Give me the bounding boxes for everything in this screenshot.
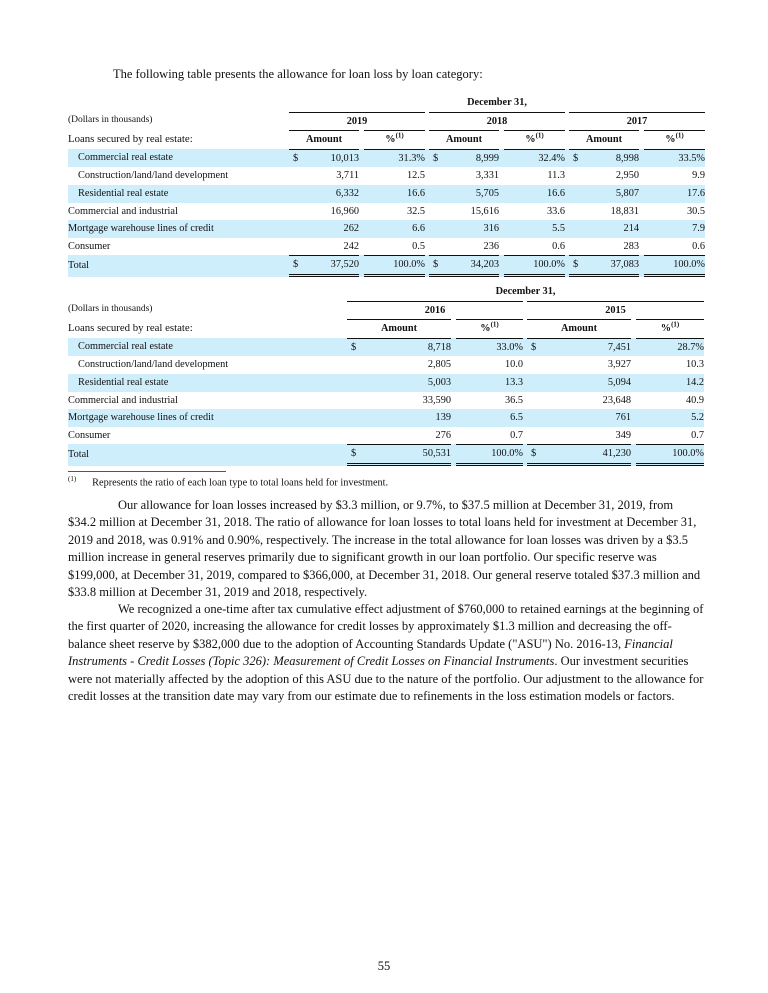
- amount-cell: $ 37,520: [289, 255, 359, 277]
- amount-cell: 5,705: [429, 185, 499, 203]
- amount-cell: 5,094: [527, 374, 631, 392]
- col-pct: %$^{(1)}$: [504, 130, 565, 149]
- amount-cell: 16,960: [330, 205, 359, 217]
- amount-cell: 18,831: [610, 205, 639, 217]
- allowance-table-2016-2015: [68, 283, 704, 466]
- pct-cell: 33.5%: [644, 149, 705, 168]
- footnote: [68, 475, 388, 488]
- header-group-label: December 31,: [495, 286, 556, 297]
- footnote-divider: [68, 471, 226, 472]
- row-label: Construction/land/land development: [78, 359, 229, 371]
- row-label: Commercial and industrial: [68, 205, 178, 217]
- pct-cell: 16.6: [364, 185, 425, 203]
- row-label: Construction/land/land development: [78, 170, 229, 182]
- col-amount: Amount: [527, 319, 631, 338]
- currency-symbol: $: [433, 152, 439, 164]
- amount-cell: 349: [615, 429, 631, 441]
- pct-cell: 36.5: [504, 394, 523, 406]
- table-row: [68, 338, 704, 357]
- pct-cell: 5.5: [504, 220, 565, 238]
- amount-cell: 283: [623, 240, 639, 252]
- amount-cell: 33,590: [422, 394, 451, 406]
- table-row: [68, 409, 704, 427]
- row-label: Total: [68, 444, 343, 466]
- pct-cell: 40.9: [685, 394, 704, 406]
- currency-symbol: $: [573, 259, 579, 271]
- col-amount: Amount: [289, 130, 359, 149]
- pct-cell: 0.7: [691, 429, 704, 441]
- table-row: [68, 220, 705, 238]
- pct-cell: 33.6: [546, 205, 565, 217]
- year-header: 2017: [569, 112, 705, 131]
- col-amount: Amount: [429, 130, 499, 149]
- table-row: [68, 185, 705, 203]
- asu-title: Financial Instruments - Credit Losses (Topic 326): Measurement of Credit Losses on Financial Instruments: [68, 636, 673, 669]
- page-number: 55: [377, 959, 391, 973]
- row-label: Residential real estate: [68, 185, 285, 203]
- amount-cell: $ 50,531: [347, 444, 451, 466]
- table-row: [68, 392, 704, 410]
- pct-cell: 100.0%: [504, 255, 565, 277]
- amount-cell: $ 34,203: [429, 255, 499, 277]
- pct-cell: 33.0%: [456, 338, 523, 357]
- amount-cell: 2,805: [427, 359, 451, 371]
- amount-cell: 3,711: [336, 170, 359, 182]
- table-row: [68, 374, 704, 392]
- amount-cell: 262: [289, 220, 359, 238]
- allowance-table-2019-2017: [68, 94, 705, 277]
- amount-cell: 2,950: [615, 170, 639, 182]
- amount-cell: 3,331: [475, 170, 499, 182]
- pct-cell: 7.9: [644, 220, 705, 238]
- year-header: 2018: [429, 112, 565, 131]
- footnote-text: Represents the ratio of each loan type to total loans held for investment.: [92, 477, 389, 489]
- units-label: (Dollars in thousands): [68, 115, 153, 126]
- pct-cell: 13.3: [456, 374, 523, 392]
- amount-cell: $ 7,451: [527, 338, 631, 357]
- pct-cell: 100.0%: [364, 255, 425, 277]
- pct-cell: 16.6: [504, 185, 565, 203]
- paragraph-asu-adoption: We recognized a one-time after tax cumulative effect adjustment of $760,000 to retained earnings at the beginning of the first quarter of 2020, increasing the allowance for credit losses by approximately $1.3 million and decreasing the off-balance sheet reserve by $382,000 due to the adoption of Accounting Standards Update ("ASU") No. 2016-13, Financial Instruments - Credit Losses (Topic 326): Measurement of Credit Losses on Financial Instruments. Our investment securities were not materially affected by the adoption of this ASU due to the nature of the portfolio. Our adjustment to the allowance for credit losses at the transition date may vary from our estimate due to refinements in the loss estimation models or factors.: [68, 602, 704, 704]
- row-label: Mortgage warehouse lines of credit: [68, 220, 285, 238]
- amount-cell: 15,616: [470, 205, 499, 217]
- amount-cell: 242: [343, 240, 359, 252]
- footnote-mark: (1): [68, 475, 77, 483]
- pct-cell: 100.0%: [456, 444, 523, 466]
- currency-symbol: $: [531, 448, 537, 460]
- row-label: Residential real estate: [68, 374, 343, 392]
- units-label: (Dollars in thousands): [68, 304, 153, 315]
- col-pct: %$^{(1)}$: [644, 130, 705, 149]
- amount-cell: 761: [527, 409, 631, 427]
- pct-cell: 30.5: [686, 205, 705, 217]
- pct-cell: 6.5: [456, 409, 523, 427]
- header-group-label: December 31,: [467, 97, 527, 108]
- currency-symbol: $: [573, 152, 579, 164]
- currency-symbol: $: [293, 259, 299, 271]
- row-label: Commercial real estate: [68, 149, 285, 168]
- amount-cell: $ 37,083: [569, 255, 639, 277]
- currency-symbol: $: [531, 341, 537, 353]
- row-label: Consumer: [68, 429, 111, 441]
- pct-cell: 10.3: [685, 359, 704, 371]
- amount-cell: $ 8,718: [347, 338, 451, 357]
- amount-cell: $ 10,013: [289, 149, 359, 168]
- col-pct: %$^{(1)}$: [456, 319, 523, 338]
- pct-cell: 28.7%: [636, 338, 704, 357]
- pct-cell: 17.6: [644, 185, 705, 203]
- pct-cell: 100.0%: [636, 444, 704, 466]
- currency-symbol: $: [351, 341, 357, 353]
- amount-cell: 5,003: [347, 374, 451, 392]
- pct-cell: 12.5: [406, 170, 425, 182]
- pct-cell: 31.3%: [364, 149, 425, 168]
- table-row: [68, 149, 705, 168]
- intro-text: The following table presents the allowance for loan loss by loan category:: [113, 67, 483, 81]
- table-row: [68, 203, 705, 221]
- pct-cell: 6.6: [364, 220, 425, 238]
- year-header: 2015: [527, 301, 704, 320]
- amount-cell: 139: [347, 409, 451, 427]
- pct-cell: 10.0: [504, 359, 523, 371]
- row-label: Mortgage warehouse lines of credit: [68, 409, 343, 427]
- pct-cell: 11.3: [547, 170, 565, 182]
- pct-cell: 100.0%: [644, 255, 705, 277]
- col-pct: %$^{(1)}$: [364, 130, 425, 149]
- amount-cell: 236: [483, 240, 499, 252]
- col-pct: %$^{(1)}$: [636, 319, 704, 338]
- amount-cell: 23,648: [602, 394, 631, 406]
- amount-cell: 5,807: [569, 185, 639, 203]
- row-label: Commercial real estate: [68, 338, 343, 357]
- pct-cell: 5.2: [636, 409, 704, 427]
- col-amount: Amount: [569, 130, 639, 149]
- currency-symbol: $: [433, 259, 439, 271]
- pct-cell: 9.9: [692, 170, 705, 182]
- table-row: [68, 238, 705, 256]
- year-header: 2016: [347, 301, 523, 320]
- row-label: Consumer: [68, 240, 111, 252]
- table-row: [68, 167, 705, 185]
- amount-cell: $ 8,999: [429, 149, 499, 168]
- row-label: Commercial and industrial: [68, 394, 178, 406]
- amount-cell: $ 41,230: [527, 444, 631, 466]
- currency-symbol: $: [293, 152, 299, 164]
- amount-cell: $ 8,998: [569, 149, 639, 168]
- pct-cell: 0.7: [510, 429, 523, 441]
- pct-cell: 0.6: [552, 240, 565, 252]
- section-label: Loans secured by real estate:: [68, 132, 193, 145]
- table-row: [68, 356, 704, 374]
- table-row: [68, 255, 705, 277]
- table-row: [68, 427, 704, 445]
- currency-symbol: $: [351, 448, 357, 460]
- pct-cell: 32.4%: [504, 149, 565, 168]
- pct-cell: 0.5: [412, 240, 425, 252]
- table-row: [68, 444, 704, 466]
- col-amount: Amount: [347, 319, 451, 338]
- pct-cell: 14.2: [636, 374, 704, 392]
- section-label: Loans secured by real estate:: [68, 321, 193, 334]
- year-header: 2019: [289, 112, 425, 131]
- amount-cell: 316: [429, 220, 499, 238]
- amount-cell: 214: [569, 220, 639, 238]
- pct-cell: 0.6: [692, 240, 705, 252]
- paragraph-allowance-summary: Our allowance for loan losses increased by $3.3 million, or 9.7%, to $37.5 million at December 31, 2019, from $34.2 million at December 31, 2018. The ratio of allowance for loan losses to total loans held for investment at December 31, 2019 and 2018, was 0.91% and 0.90%, respectively. The increase in the total allowance for loan losses was driven by a $3.5 million increase in general reserves primarily due to significant growth in our loan portfolio. Our specific reserve was $199,000, at December 31, 2019, compared to $366,000, at December 31, 2018. Our general reserve totaled $37.3 million and $33.8 million at December 31, 2019 and 2018, respectively.: [68, 498, 701, 600]
- amount-cell: 6,332: [289, 185, 359, 203]
- amount-cell: 3,927: [607, 359, 631, 371]
- amount-cell: 276: [435, 429, 451, 441]
- row-label: Total: [68, 255, 285, 277]
- pct-cell: 32.5: [406, 205, 425, 217]
